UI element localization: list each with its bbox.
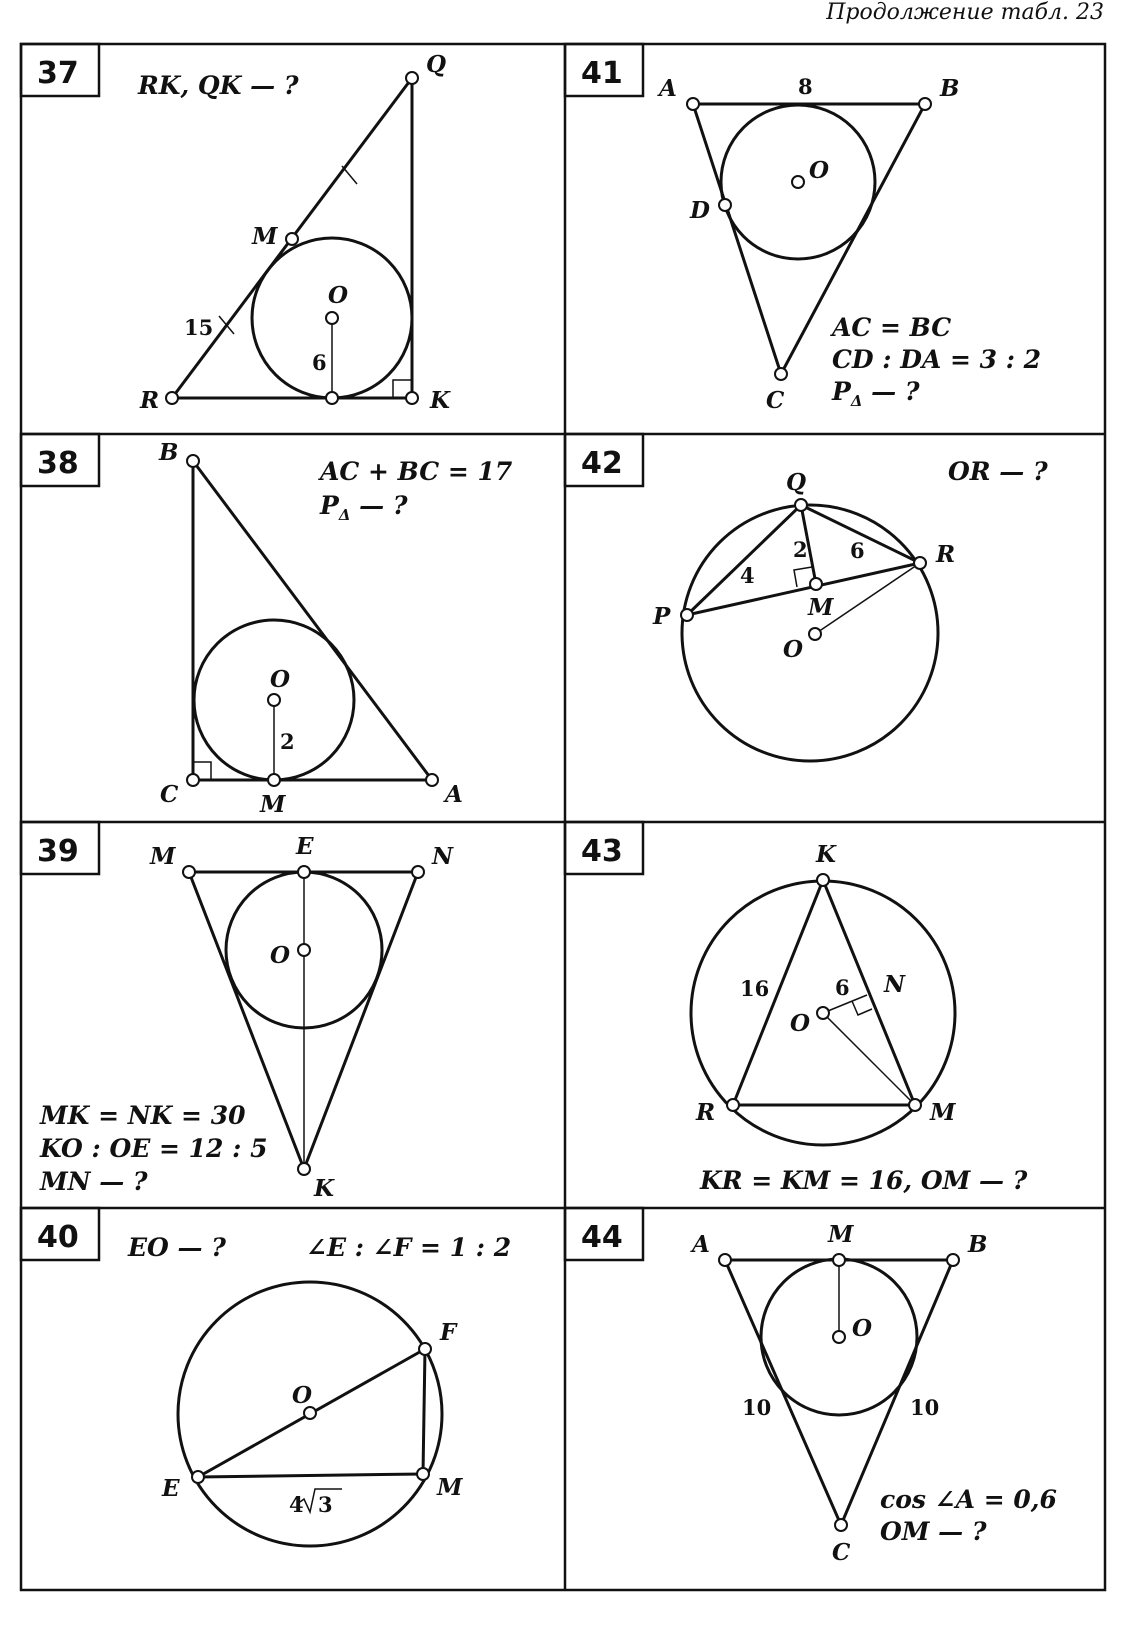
label-37-Q: Q (426, 51, 447, 78)
condition-44-2: OM — ? (880, 1517, 987, 1546)
svg-text:4: 4 (289, 1492, 304, 1517)
label-42-O: O (783, 636, 804, 663)
label-38-B: B (159, 439, 179, 466)
value-43-on: 6 (835, 975, 850, 1000)
label-37-M: M (252, 223, 278, 250)
condition-39-2: KO : OE = 12 : 5 (40, 1134, 268, 1163)
label-40-E: E (162, 1475, 180, 1502)
label-40-O: O (292, 1382, 313, 1409)
condition-40-question: EO — ? (128, 1233, 226, 1262)
label-39-E: E (296, 833, 314, 860)
label-43-K: K (816, 841, 836, 868)
label-39-K: K (314, 1175, 334, 1202)
label-42-M: M (808, 594, 834, 621)
condition-41-3: $P_\Delta$ — ? (832, 377, 920, 410)
label-38-M: M (260, 791, 286, 818)
problem-number-boxes (21, 44, 643, 1260)
value-42-pm: 4 (740, 563, 755, 588)
problem-number-39: 39 (37, 834, 79, 869)
value-42-qr: 6 (850, 538, 865, 563)
label-44-B: B (968, 1231, 988, 1258)
label-39-O: O (270, 942, 291, 969)
label-37-K: K (430, 387, 450, 414)
problem-number-44: 44 (581, 1220, 623, 1255)
condition-40-angles: ∠E : ∠F = 1 : 2 (306, 1233, 512, 1262)
label-44-A: A (692, 1231, 710, 1258)
value-41-side: 8 (798, 74, 813, 99)
label-43-R: R (696, 1099, 716, 1126)
label-40-M: M (437, 1474, 463, 1501)
label-37-R: R (140, 387, 160, 414)
problem-number-43: 43 (581, 834, 623, 869)
label-44-C: C (832, 1539, 851, 1566)
svg-text:3: 3 (318, 1492, 333, 1517)
condition-39-3: MN — ? (40, 1167, 148, 1196)
value-44-right: 10 (910, 1395, 940, 1420)
diagram-37 (166, 72, 418, 404)
value-38-radius: 2 (280, 729, 295, 754)
label-37-O: O (328, 282, 349, 309)
label-41-B: B (940, 75, 960, 102)
problem-number-40: 40 (37, 1220, 79, 1255)
condition-38-1: AC + BC = 17 (320, 457, 513, 486)
table-grid (21, 44, 1105, 1590)
condition-41-1: AC = BC (832, 313, 952, 342)
label-38-O: O (270, 666, 291, 693)
diagram-40 (178, 1282, 442, 1546)
label-39-M: M (150, 843, 176, 870)
label-41-D: D (690, 197, 710, 224)
value-42-qm: 2 (793, 537, 808, 562)
condition-41-2: CD : DA = 3 : 2 (832, 345, 1042, 374)
label-39-N: N (432, 843, 454, 870)
problem-number-37: 37 (37, 56, 79, 91)
label-43-M: M (930, 1099, 956, 1126)
label-44-M: M (828, 1221, 854, 1248)
condition-39-1: MK = NK = 30 (40, 1101, 246, 1130)
value-40-side (289, 1489, 342, 1517)
value-37-side: 15 (184, 315, 214, 340)
label-41-C: C (766, 387, 785, 414)
page-header: Продолжение табл. 23 (826, 0, 1104, 25)
condition-38-2: $P_\Delta$ — ? (320, 491, 408, 524)
label-42-Q: Q (786, 469, 807, 496)
value-43-side: 16 (740, 976, 770, 1001)
problem-number-38: 38 (37, 446, 79, 481)
label-41-O: O (809, 157, 830, 184)
label-38-A: A (445, 781, 463, 808)
diagram-42 (681, 499, 938, 761)
label-43-O: O (790, 1010, 811, 1037)
label-42-R: R (936, 541, 956, 568)
condition-44-1: cos ∠A = 0,6 (880, 1485, 1057, 1514)
value-44-left: 10 (742, 1395, 772, 1420)
label-42-P: P (653, 603, 671, 630)
label-43-N: N (884, 971, 906, 998)
value-37-radius: 6 (312, 350, 327, 375)
label-44-O: O (852, 1315, 873, 1342)
problem-number-41: 41 (581, 56, 623, 91)
label-40-F: F (440, 1319, 457, 1346)
diagram-43 (691, 874, 955, 1145)
condition-37: RK, QK — ? (138, 71, 299, 100)
label-41-A: A (659, 75, 677, 102)
label-38-C: C (160, 781, 179, 808)
problem-number-42: 42 (581, 446, 623, 481)
condition-42: OR — ? (948, 457, 1048, 486)
condition-43: KR = KM = 16, OM — ? (700, 1166, 1028, 1195)
